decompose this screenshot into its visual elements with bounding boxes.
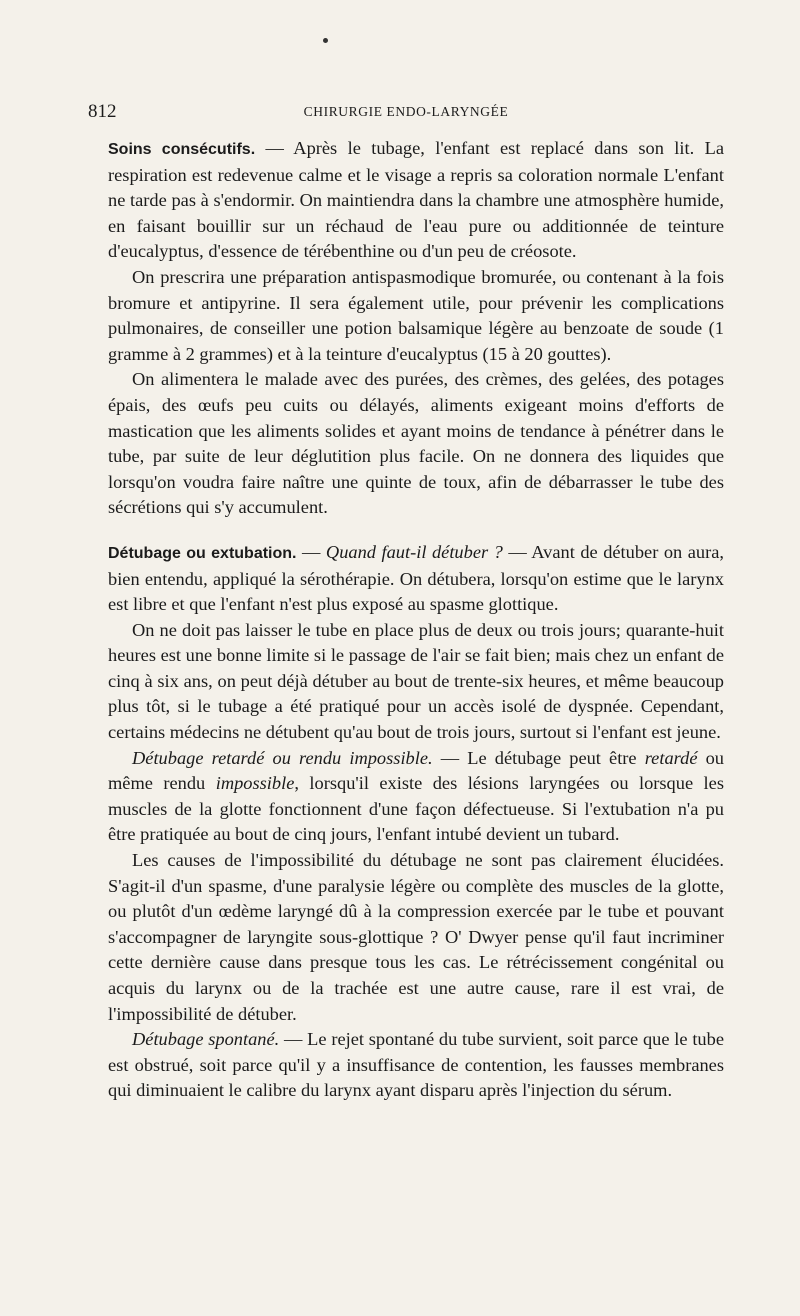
paragraph-text: — Avant de détuber on aura, bien entendu, appliqué la sérothérapie. On détubera, lorsqu'on estime que le larynx est libre et que l'enfant n'est plus exposé au spasme glottique. xyxy=(108,541,724,615)
running-head xyxy=(88,101,724,123)
emphasis-impossible: impossible xyxy=(215,773,295,794)
paragraph-detubage-retarde xyxy=(108,746,724,848)
paragraph-text: , lorsqu'il existe des lésions laryngées ou lorsque les muscles de la glotte fonctionnent d'une façon défectueuse. Si l'extubation n'a pu être pratiquée au bout de cinq jours, l'enfant intubé devient un tubard. xyxy=(108,773,724,845)
paragraph-causes: Les causes de l'impossibilité du détubage ne sont pas clairement élucidées. S'agit-il d'un spasme, d'une paralysie légère ou complète des muscles de la glotte, ou plutôt d'un œdème laryngé dû à la compression exercée par le tube et pouvant s'accompagner de laryngite sous-glottique ? O' Dwyer pense qu'il faut incriminer cette dernière cause dans presque tous les cas. Le rétrécissement congénital ou acquis du larynx ou de la trachée est une autre cause, rare il est vrai, de l'impossibilité de détuber. xyxy=(108,850,724,1024)
section-gap xyxy=(108,521,724,540)
subheading-detubage-spontane: Détubage spontané. xyxy=(132,1029,280,1050)
subheading-quand-detuber: Quand faut-il détuber ? xyxy=(325,541,503,562)
paragraph-text: — Le rejet spontané du tube survient, soit parce que le tube est obstrué, soit parce qu'il y a insuffisance de contention, les fausses membranes qui diminuaient le calibre du larynx ayant disparu après l'injection du sérum. xyxy=(108,1029,724,1101)
paragraph-detubage-spontane xyxy=(108,1027,724,1104)
paragraph-preparation: On prescrira une préparation antispasmodique bromurée, ou contenant à la fois bromure et antipyrine. Il sera également utile, pour prévenir les complications pulmonaires, de conseiller une potion balsamique légère au benzoate de soude (1 gramme à 2 grammes) et à la teinture d'eucalyptus (15 à 20 gouttes). xyxy=(108,266,724,364)
paragraph-text: ou même rendu xyxy=(108,747,724,794)
body-text xyxy=(108,136,724,1104)
paragraph-detubage xyxy=(108,540,724,618)
page-number: 812 xyxy=(88,101,117,122)
section-heading-soins-consecutifs: Soins consécutifs. xyxy=(108,141,256,158)
paragraph-soins-consecutifs xyxy=(108,136,724,265)
paragraph-alimentation: On alimentera le malade avec des purées, des crèmes, des gelées, des potages épais, des œufs peu cuits ou délayés, aliments exigeant moins d'efforts de mastication que les aliments solides et ayant moins de tendance à pénétrer dans le tube, par suite de leur déglutition plus facile. On ne donnera des liquides que lorsqu'on voudra faire naître une quinte de toux, afin de débarrasser le tube des sécrétions qui s'y accumulent. xyxy=(108,369,724,518)
ink-speck xyxy=(323,38,328,43)
paragraph-text: — Le détubage peut être xyxy=(432,747,645,768)
running-title: CHIRURGIE ENDO-LARYNGÉE xyxy=(303,104,509,119)
paragraph-duree-tube: On ne doit pas laisser le tube en place plus de deux ou trois jours; quarante-huit heures est une bonne limite si le passage de l'air se fait bien; mais chez un enfant de cinq à six ans, on peut déjà détuber au bout de trente-six heures, et même beaucoup plus tôt, si le tubage a été pratiqué pour un accès isolé de dyspnée. Cependant, certains médecins ne détubent qu'au bout de trois jours, surtout si l'enfant est jeune. xyxy=(108,619,724,743)
section-heading-detubage: Détubage ou extubation. xyxy=(108,544,297,562)
paragraph-text: — Après le tubage, l'enfant est replacé dans son lit. La respiration est redevenue calme et le visage a repris sa coloration normale L'enfant ne tarde pas à s'endormir. On maintiendra dans la chambre une atmosphère humide, en faisant bouillir sur un réchaud de l'eau pure ou additionnée de teinture d'eucalyptus, d'essence de térébenthine ou d'un peu de créosote. xyxy=(108,138,724,262)
subheading-detubage-retarde: Détubage retardé ou rendu impossible. xyxy=(132,747,433,768)
dash: — xyxy=(296,541,326,562)
emphasis-retarde: retardé xyxy=(644,747,698,768)
